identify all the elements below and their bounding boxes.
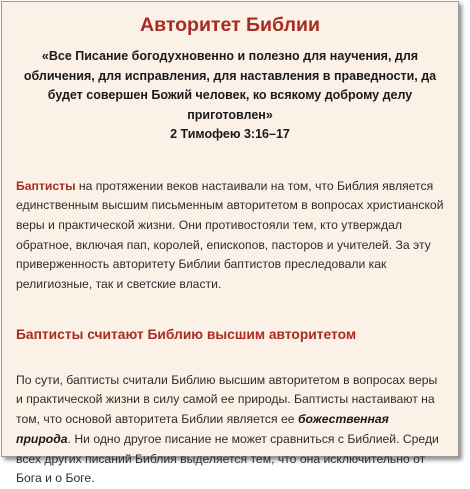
intro-paragraph bbox=[2, 177, 458, 295]
page-title: Авторитет Библии bbox=[140, 14, 320, 36]
intro-lead-word: Баптисты bbox=[16, 178, 76, 193]
scripture-quote: «Все Писание богодухновенно и полезно для научения, для обличения, для исправления, для наставления в праведности, да будет совершен Божий человек, ко всякому доброму делу приготовлен» bbox=[23, 49, 437, 122]
section-text-before: По сути, баптисты считали Библию высшим авторитетом в вопросах веры и практической жизни в силу самой ее природы. Баптисты настаивают на том, что основой авторитета Библии является ее bbox=[16, 372, 438, 427]
scripture-reference: 2 Тимофею 3:16–17 bbox=[170, 127, 290, 141]
section-text-after: . Ни одно другое писание не может сравниться с Библией. Среди всех других писаний Библия выделяется тем, что она исключительно от Бога и о Боге. bbox=[16, 431, 439, 486]
emphasized-phrase: божественная природа bbox=[16, 412, 389, 446]
intro-text: на протяжении веков настаивали на том, что Библия является единственным высшим письменным авторитетом в вопросах христианской веры и практической жизни. Они противостояли тем, кто утверждал обратное, включая пап, королей, епископов, пасторов и учителей. За эту приверженность авторитету Библии баптистов преследовали как религиозные, так и светские власти. bbox=[16, 178, 444, 292]
section-paragraph bbox=[2, 371, 458, 489]
article-card bbox=[1, 1, 459, 486]
section-heading: Баптисты считают Библию высшим авторитетом bbox=[16, 326, 357, 342]
